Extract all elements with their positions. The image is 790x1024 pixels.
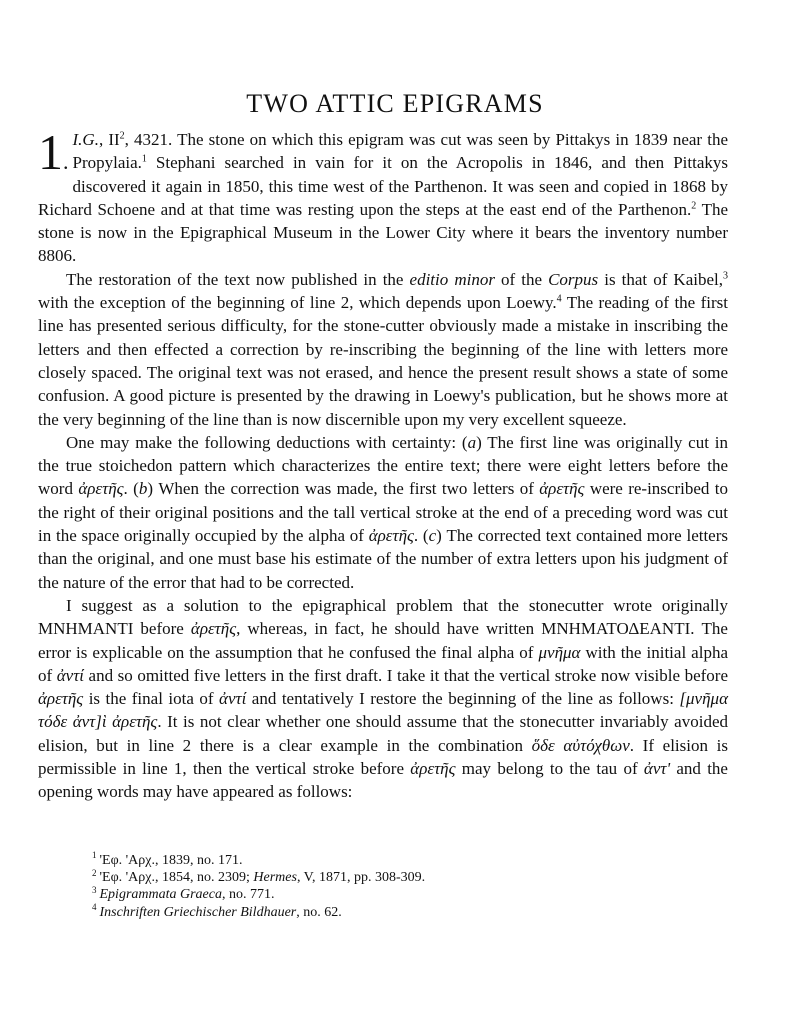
section-number: 1. [38,124,69,180]
greek-word: ἀρετῆς [190,619,237,639]
footnote-3: $^3$ Epigrammata Graeca, no. 771. [92,884,275,903]
greek-word: μνῆμα [538,642,581,662]
greek-word: ἀντ' [643,759,671,779]
greek-word: ἀρετῆς [539,479,585,499]
footnote-1: $^1$ 'Εφ. 'Αρχ., 1839, no. 171. [92,850,243,868]
greek-word: ἀντί [56,665,84,685]
body-text [38,124,729,804]
footnote-ref-3[interactable]: 3 [722,270,728,282]
greek-word: ἀντί [219,689,247,709]
footnote-4: $^4$ Inschriften Griechischer Bildhauer, no. 62. [92,901,342,920]
greek-word: ἀρετῆς [410,759,456,779]
greek-word: ἀρετῆς [368,526,414,546]
greek-word: ἀρετῆς [38,689,84,709]
page-title: TWO ATTIC EPIGRAMS [246,89,544,118]
footnote-ref-2[interactable]: 2 [691,200,697,212]
paragraph-3: One may make the following deductions with certainty: (a) The first line was originally cut in the true stoichedon pattern which characterizes the entire text; there were eight letters before the word ἀρετῆς. (b) When the correction was made, the first two letters of ἀρετῆς were re-inscribed to the right of their original positions and the tall vertical stroke at the end of a preceding word was cut in the space originally occupied by the alpha of ἀρετῆς. (c) The corrected text contained more letters than the original, and one must base his estimate of the number of extra letters upon his judgment of the nature of the error that had to be corrected. [38,432,729,592]
footnote-ref-4[interactable]: 4 [556,293,562,305]
footnote-ref-1[interactable]: 1 [141,153,147,165]
greek-word: ὅδε αὐτόχθων [531,735,630,755]
citation-ig: I.G. [72,130,99,149]
greek-word: ἀρετῆς [78,479,124,499]
greek-restoration: [μνῆμα τόδε ἀντ]ὶ ἀρετῆς [38,689,728,732]
footnotes [92,852,732,921]
paragraph-4: I suggest as a solution to the epigraphical problem that the stonecutter wrote originally ΜΝΗΜΑΝΤΙ before ἀρετῆς, whereas, in fact, he should have written ΜΝΗΜΑΤΟΔΕΑΝΤΙ. The error is explicable on the assumption that he confused the final alpha of μνῆμα with the initial alpha of ἀντί and so omitted five letters in the first draft. I take it that the vertical stroke now visible before ἀρετῆς is the final iota of ἀντί and tentatively I restore the beginning of the line as follows: [μνῆμα τόδε ἀντ]ὶ ἀρετῆς. It is not clear whether one should assume that the stonecutter invariably avoided elision, but in line 2 there is a clear example in the combination ὅδε αὐτόχθων. If elision is permissible in line 1, then the vertical stroke before ἀρετῆς may belong to the tau of ἀντ' and the opening words may have appeared as follows: [38,595,728,802]
paragraph-2: The restoration of the text now published in the editio minor of the Corpus is that of Kaibel,$^3$ with the exception of the beginning of line 2, which depends upon Loewy.$^4$ The reading of the first line has presented serious difficulty, for the stone-cutter obviously made a mistake in inscribing the letters and then effected a correction by re-inscribing the beginning of the line with letters more closely spaced. The original text was not erased, and hence the present result shows a state of some confusion. A good picture is presented by the drawing in Loewy's publication, but he shows more at the very beginning of the line than is now discernible upon my very excellent squeeze. [38,269,728,429]
paragraph-1: 1. I.G., $II^2$, 4321. The stone on which this epigram was cut was seen by Pittakys in 1839 near the Propylaia.$^1$ Stephani searched in vain for it on the Acropolis in 1846, and then Pittakys discovered it again in 1850, this time west of the Parthenon. It was seen and copied in 1868 by Richard Schoene and at that time was resting upon the steps at the east end of the Parthenon.$^2$ The stone is now in the Epigraphical Museum in the Lower City where it bears the inventory number 8806. [38,124,729,266]
footnote-2: $^2$ 'Εφ. 'Αρχ., 1854, no. 2309; Hermes, V, 1871, pp. 308-309. [92,867,426,886]
